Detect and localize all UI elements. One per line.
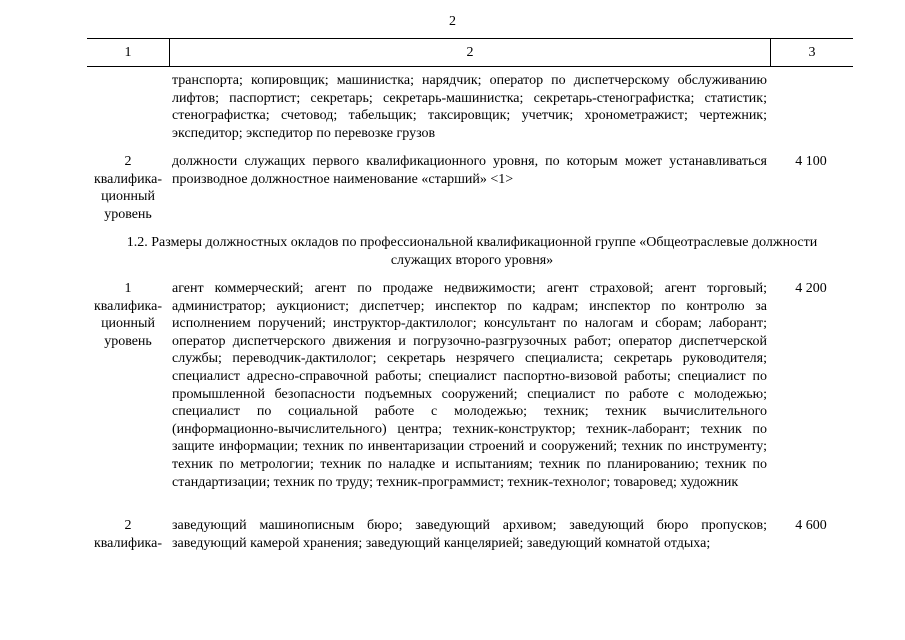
level-number: 2 xyxy=(124,518,132,533)
row-positions-text: агент коммерческий; агент по продаже недвижимости; агент страховой; агент торговый; администратор; аукционист; диспетчер; инспектор по кадрам; инспектор по контролю за исполнением поручений; инструктор-дактилолог; консультант по налогам и сборам; лаборант; оператор диспетчерского движения и погрузочно-разгрузочных работ; оператор диспетчерской службы; переводчик-дактилолог; секретарь незрячего специалиста; секретарь руководителя; специалист адресно-справочной работы; специалист паспортно-визовой работы; специалист по промышленной безопасности подъемных сооружений; специалист по работе с молодежью; специалист по социальной работе с молодежью; техник; техник вычислительного (информационно-вычислительного) центра; техник-конструктор; техник-лаборант; техник по защите информации; техник по инвентаризации строений и сооружений; техник по инструменту; техник по метрологии; техник по наладке и испытаниям; техник по планированию; техник по стандартизации; техник по труду; техник-программист; техник-технолог; товаровед; художник xyxy=(172,281,767,490)
level-number: 2 xyxy=(124,154,132,169)
level-number: 1 xyxy=(124,281,132,296)
header-col-2: 2 xyxy=(170,39,771,66)
row-salary-value: 4 200 xyxy=(795,281,827,296)
table-header xyxy=(87,38,853,67)
level-label-line1: квалифика- xyxy=(93,298,163,314)
row-salary-value: 4 100 xyxy=(795,154,827,169)
level-label-line3: уровень xyxy=(104,206,152,222)
header-col-3: 3 xyxy=(808,45,816,60)
row-level-cell xyxy=(84,517,172,552)
row-positions-text: должности служащих первого квалификационного уровня, по которым может устанавливаться производное должностное наименование «старший» <1> xyxy=(172,154,767,187)
row-positions-text: заведующий машинописным бюро; заведующий архивом; заведующий бюро пропусков; заведующий камерой хранения; заведующий канцелярией; заведующий комнатой отдыха; xyxy=(172,518,767,551)
level-label-line2: ционный xyxy=(101,316,155,332)
row-level-cell xyxy=(84,153,172,223)
section-title: 1.2. Размеры должностных окладов по профессиональной квалификационной группе «Общеотраслевые должности служащих второго уровня» xyxy=(126,235,818,268)
row-salary-value: 4 600 xyxy=(795,518,827,533)
level-label-line1: квалифика- xyxy=(93,535,163,551)
page-number: 2 xyxy=(449,14,456,29)
header-col-1: 1 xyxy=(87,39,170,66)
level-label-line3: уровень xyxy=(104,333,152,349)
row-continuation-text: транспорта; копировщик; машинистка; нарядчик; оператор по диспетчерскому обслуживанию лифтов; паспортист; секретарь; секретарь-машинистка; секретарь-стенографистка; статистик; стенографистка; счетовод; табельщик; таксировщик; учетчик; хронометражист; чертежник; экспедитор; экспедитор по перевозке грузов xyxy=(172,73,767,141)
level-label-line2: ционный xyxy=(101,189,155,205)
row-level-cell xyxy=(84,280,172,350)
level-label-line1: квалифика- xyxy=(93,171,163,187)
